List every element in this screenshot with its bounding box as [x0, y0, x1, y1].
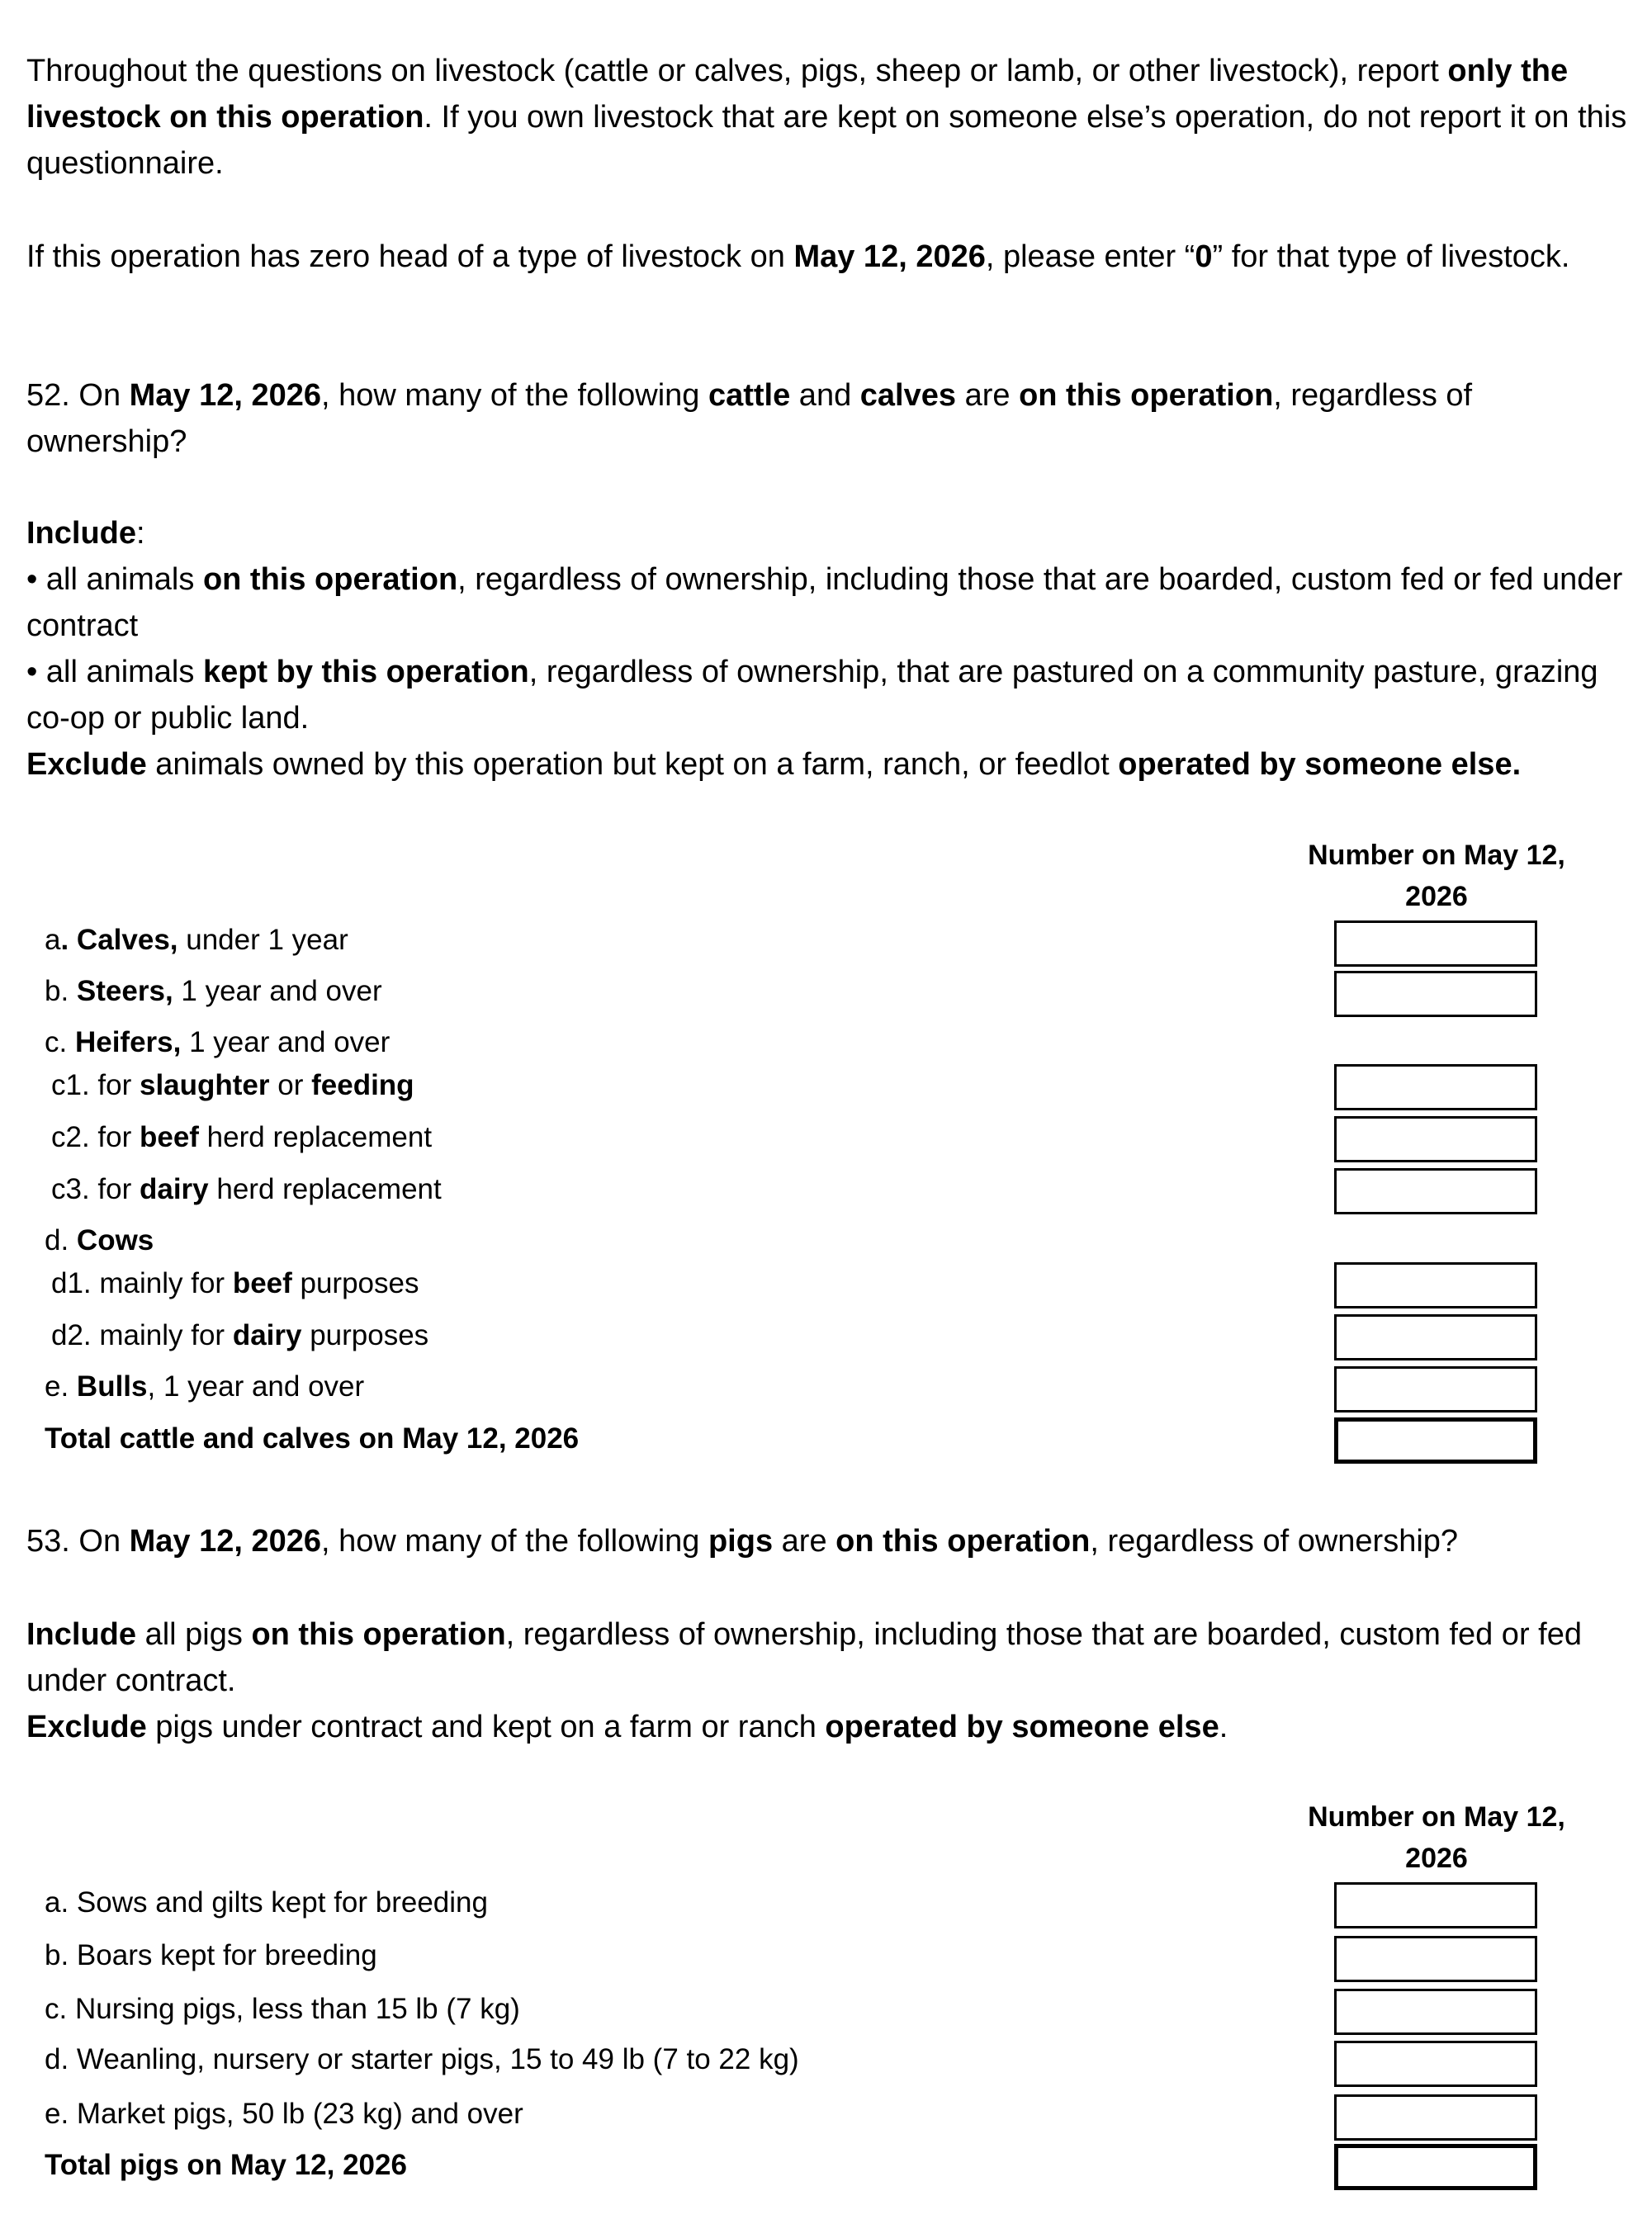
question-text: , how many of the following: [321, 1524, 708, 1559]
item-text: 1 year and over: [173, 975, 382, 1007]
item-text: c2. for: [51, 1121, 140, 1153]
total-label-text: Total cattle and calves on May 12, 2026: [45, 1422, 580, 1455]
exclude-note: [26, 1704, 1636, 1750]
item-text: d1. mainly for: [51, 1267, 233, 1299]
item-emphasis: feeding: [311, 1069, 414, 1101]
item-text: herd replacement: [208, 1173, 442, 1205]
intro-text: , please enter “: [985, 239, 1195, 274]
q53-column-header: Number on May 12, 2026: [1308, 1801, 1565, 1874]
item-text: c3. for: [51, 1173, 140, 1205]
item-text: d2. mainly for: [51, 1319, 233, 1351]
item-text: 1 year and over: [181, 1026, 391, 1058]
include-note: [26, 1611, 1636, 1704]
cattle-c2-input-box[interactable]: [1334, 1116, 1537, 1162]
pigs-b-input-box[interactable]: [1334, 1936, 1537, 1982]
pigs-item-e: e. Market pigs, 50 lb (23 kg) and over: [45, 2098, 523, 2130]
item-text: purposes: [301, 1319, 429, 1351]
cattle-e-input-box[interactable]: [1334, 1366, 1537, 1412]
item-text: under 1 year: [178, 924, 348, 956]
exclude-text: pigs under contract and kept on a farm or ranch: [146, 1710, 826, 1744]
exclude-emphasis: operated by someone else: [825, 1710, 1219, 1744]
include-text: , regardless of ownership, including those that are boarded, custom fed or fed under contract.: [26, 1617, 1582, 1698]
include-emphasis: on this operation: [251, 1617, 506, 1652]
cattle-item-d2: [51, 1317, 428, 1355]
item-emphasis: Bulls: [76, 1370, 148, 1403]
question-text: are: [956, 378, 1020, 413]
cattle-item-e: [45, 1368, 364, 1406]
q52-instructions: [26, 510, 1636, 788]
item-emphasis: Cows: [76, 1224, 154, 1256]
bullet-text: , regardless of ownership, including those that are boarded, custom fed or fed under contract: [26, 562, 1623, 643]
bullet-emphasis: on this operation: [202, 562, 458, 597]
intro-text: . If you own livestock that are kept on someone else’s operation, do not report it on this questionnaire.: [26, 100, 1627, 181]
intro-zero: 0: [1195, 239, 1213, 274]
item-text: b.: [45, 975, 77, 1007]
question-text: , how many of the following: [321, 378, 708, 413]
question-emphasis: cattle: [708, 378, 791, 413]
question-date: May 12, 2026: [129, 1524, 322, 1559]
question-emphasis: on this operation: [835, 1524, 1091, 1559]
intro-emphasis: only the livestock on this operation: [26, 54, 1569, 135]
cattle-c1-input-box[interactable]: [1334, 1064, 1537, 1110]
pigs-e-input-box[interactable]: [1334, 2094, 1537, 2141]
question-text: , regardless of ownership?: [26, 378, 1473, 459]
pigs-item-b: b. Boars kept for breeding: [45, 1939, 377, 1971]
cattle-b-input-box[interactable]: [1334, 971, 1537, 1017]
exclude-text: .: [1219, 1710, 1228, 1744]
item-text: c1. for: [51, 1069, 140, 1101]
cattle-d1-input-box[interactable]: [1334, 1262, 1537, 1308]
item-text: d.: [45, 1224, 77, 1256]
question-text: , regardless of ownership?: [1090, 1524, 1459, 1559]
pigs-item-d: d. Weanling, nursery or starter pigs, 15 to 49 lb (7 to 22 kg): [45, 2043, 799, 2075]
q53-instructions: [26, 1611, 1636, 1750]
pigs-total-input-box[interactable]: [1334, 2144, 1537, 2190]
cattle-total-input-box[interactable]: [1334, 1417, 1537, 1464]
cattle-a-input-box[interactable]: [1334, 920, 1537, 967]
item-emphasis: dairy: [139, 1173, 209, 1205]
pigs-a-input-box[interactable]: [1334, 1882, 1537, 1928]
include-colon: :: [136, 516, 145, 551]
question-53: [26, 1518, 1636, 1564]
cattle-item-c3: [51, 1171, 442, 1209]
item-emphasis: beef: [232, 1267, 292, 1299]
item-emphasis: Heifers,: [74, 1026, 182, 1058]
intro-text: If this operation has zero head of a type of livestock on: [26, 239, 794, 274]
cattle-item-d: [45, 1222, 154, 1260]
item-text: , 1 year and over: [147, 1370, 365, 1403]
question-emphasis: calves: [859, 378, 957, 413]
bullet-text: • all animals: [26, 655, 203, 689]
include-bullet-2: [26, 649, 1636, 741]
include-label: Include: [26, 516, 137, 551]
question-emphasis: pigs: [708, 1524, 774, 1559]
item-emphasis: . Calves,: [60, 924, 178, 956]
cattle-c3-input-box[interactable]: [1334, 1168, 1537, 1214]
pigs-item-a: a. Sows and gilts kept for breeding: [45, 1886, 488, 1919]
cattle-item-c: [45, 1024, 390, 1062]
item-text: herd replacement: [198, 1121, 433, 1153]
cattle-d2-input-box[interactable]: [1334, 1314, 1537, 1360]
intro-text: ” for that type of livestock.: [1212, 239, 1570, 274]
question-text: are: [773, 1524, 836, 1559]
exclude-label: Exclude: [26, 1710, 147, 1744]
pigs-d-input-box[interactable]: [1334, 2041, 1537, 2087]
cattle-item-d1: [51, 1265, 419, 1303]
pigs-total-label: [45, 2146, 407, 2184]
include-label: Include: [26, 1617, 137, 1652]
intro-date: May 12, 2026: [793, 239, 986, 274]
cattle-item-c2: [51, 1119, 432, 1157]
pigs-c-input-box[interactable]: [1334, 1989, 1537, 2035]
exclude-text: animals owned by this operation but kept on a farm, ranch, or feedlot: [146, 747, 1119, 782]
question-emphasis: on this operation: [1019, 378, 1274, 413]
cattle-item-c1: [51, 1067, 414, 1105]
item-text: c.: [45, 1026, 75, 1058]
bullet-text: • all animals: [26, 562, 203, 597]
bullet-text: , regardless of ownership, that are pastured on a community pasture, grazing co-op or public land.: [26, 655, 1598, 736]
item-text: purposes: [291, 1267, 419, 1299]
question-date: May 12, 2026: [129, 378, 322, 413]
question-text: and: [790, 378, 860, 413]
include-text: all pigs: [136, 1617, 252, 1652]
include-heading: [26, 510, 1636, 556]
bullet-emphasis: kept by this operation: [202, 655, 529, 689]
include-bullet-1: [26, 556, 1636, 649]
question-text: 52. On: [26, 378, 130, 413]
question-52: [26, 372, 1636, 465]
q52-column-header: Number on May 12, 2026: [1308, 840, 1565, 912]
exclude-note: [26, 741, 1636, 788]
cattle-item-b: [45, 972, 382, 1010]
pigs-item-c: c. Nursing pigs, less than 15 lb (7 kg): [45, 1993, 520, 2025]
exclude-label: Exclude: [26, 747, 147, 782]
intro-text: Throughout the questions on livestock (cattle or calves, pigs, sheep or lamb, or other livestock), report: [26, 54, 1448, 88]
exclude-emphasis: operated by someone else.: [1118, 747, 1522, 782]
cattle-total-label: [45, 1420, 579, 1458]
total-label-text: Total pigs on May 12, 2026: [45, 2149, 407, 2181]
item-text: e.: [45, 1370, 77, 1403]
item-emphasis: beef: [139, 1121, 199, 1153]
cattle-item-a: [45, 921, 348, 959]
item-text: or: [269, 1069, 312, 1101]
item-emphasis: slaughter: [139, 1069, 270, 1101]
intro-paragraph-1: [26, 48, 1636, 187]
item-emphasis: Steers,: [76, 975, 173, 1007]
intro-paragraph-2: [26, 234, 1636, 280]
question-text: 53. On: [26, 1524, 130, 1559]
item-text: a: [45, 924, 61, 956]
item-emphasis: dairy: [232, 1319, 302, 1351]
